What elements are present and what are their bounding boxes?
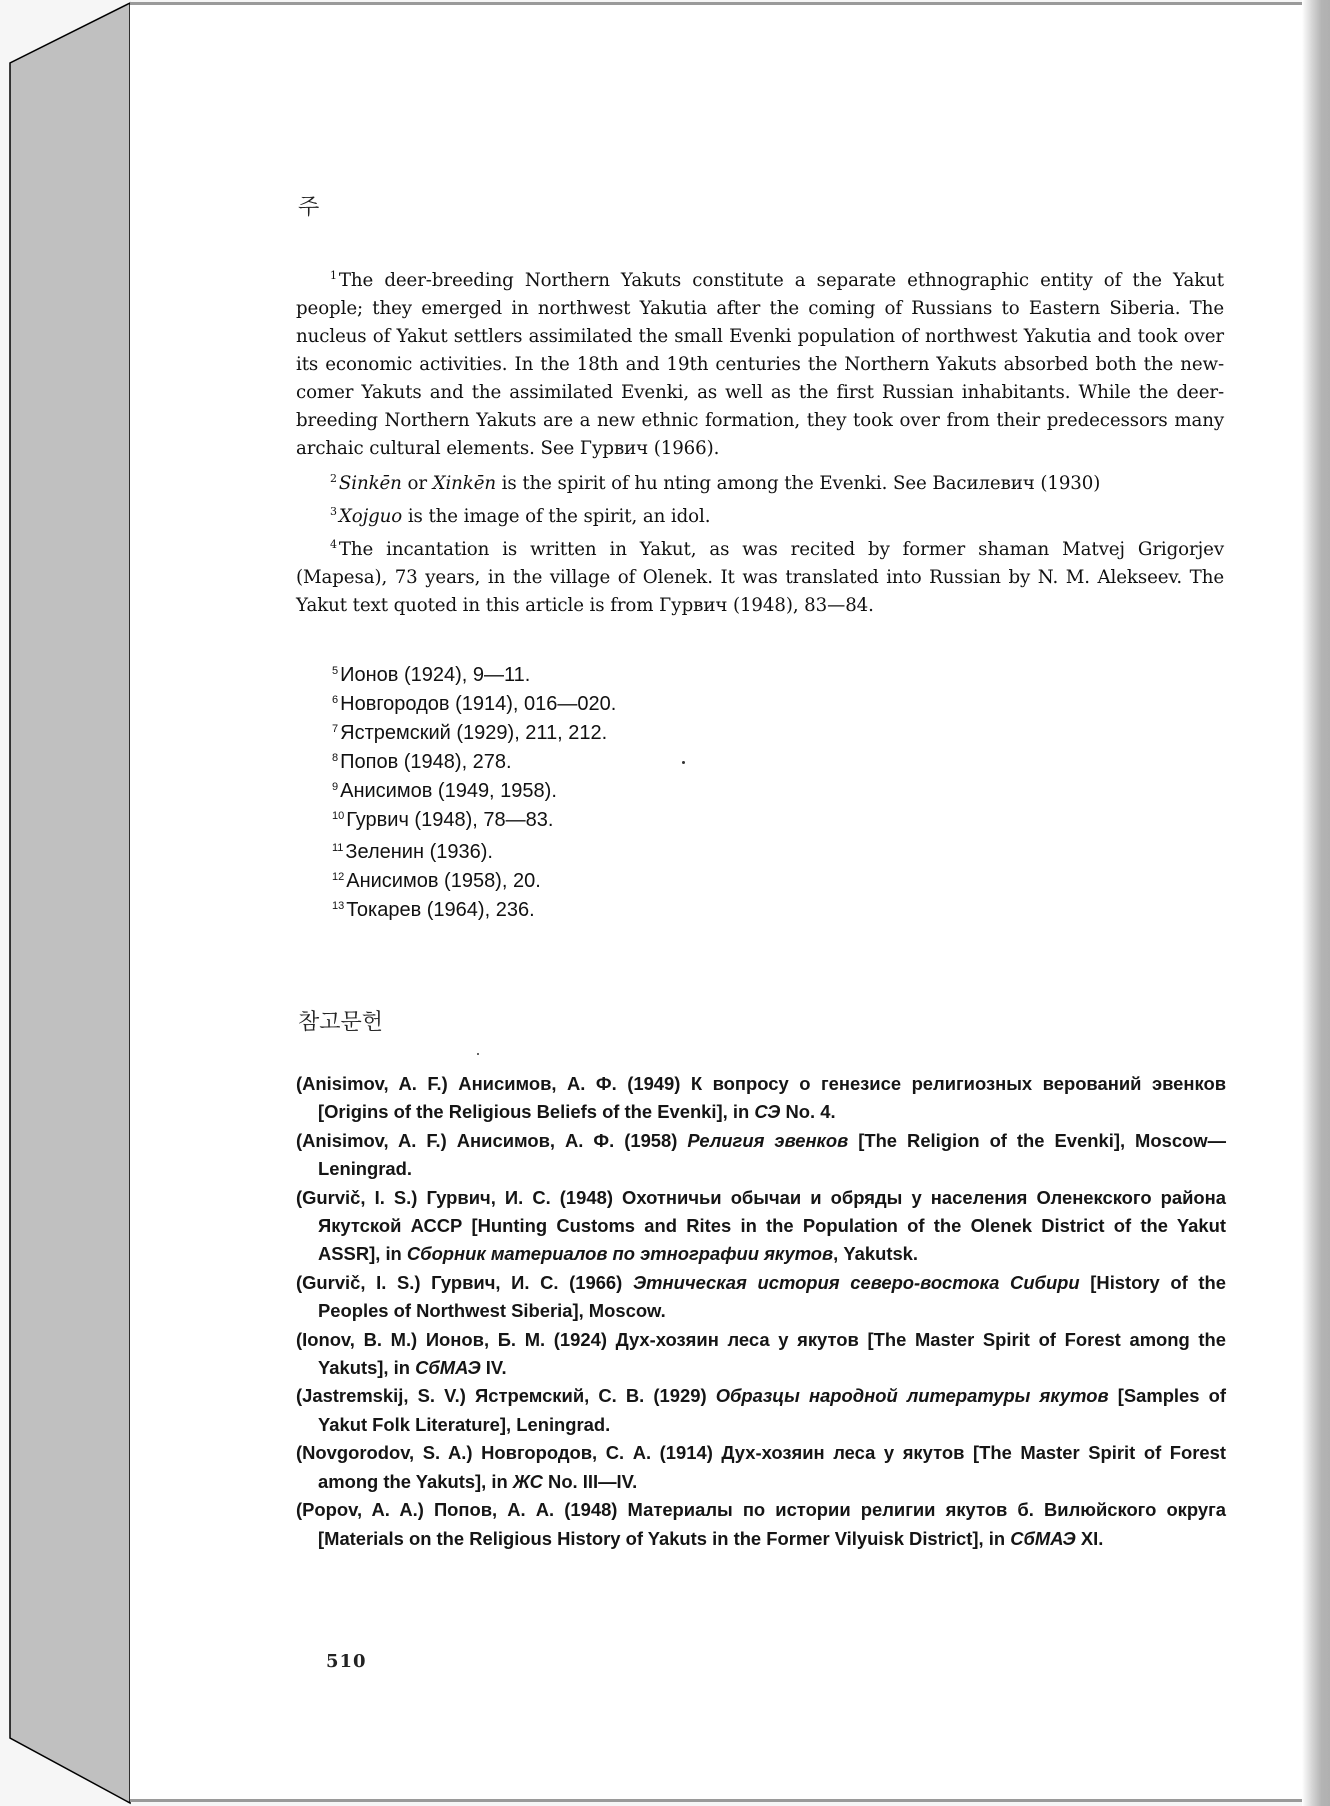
references-heading: 참고문헌 (298, 1010, 384, 1035)
reference-source: Образцы народной литературы якутов (715, 1385, 1109, 1407)
note-10 (332, 802, 932, 831)
note-number: 7 (332, 723, 339, 735)
note-4 (296, 531, 1224, 620)
note-number: 11 (332, 842, 344, 854)
note-11 (332, 834, 932, 863)
note-6 (332, 686, 932, 715)
short-notes-list (332, 657, 932, 921)
note-text: The incantation is written in Yakut, as was recited by former shaman Matvej Grigorjev (Mapesa), 73 years, in the village of Olenek. It was translated into Russian by N. M. Alekseev. The Yakut text quoted in this article is from Гурвич (1948), 83—84. (296, 539, 1224, 616)
note-7 (332, 715, 932, 744)
reference-text: IV. (480, 1357, 507, 1379)
note-text: The deer-breeding Northern Yakuts constitute a separate ethnographic entity of the Yakut people; they emerged in northwest Yakutia after the coming of Russians to Eastern Siberia. The nucleus of Yakut settlers assimilated the small Evenki population of northwest Yakutia and took over its economic activities. In the 18th and 19th centuries the Northern Yakuts absorbed both the new-comer Yakuts and the assimilated Evenki, as well as the first Russian inhabitants. While the deer-breeding Northern Yakuts are a new ethnic formation, they took over from their predecessors many archaic cultural elements. See Гурвич (1966). (296, 270, 1224, 459)
reference-item (296, 1496, 1226, 1553)
note-3 (296, 498, 1224, 531)
reference-item (296, 1070, 1226, 1127)
note-text: Токарев (1964), 236. (346, 899, 535, 921)
note-term: Sinkēn (338, 473, 402, 494)
reference-text: [History of the Peoples of Northwest Siberia], Moscow. (318, 1271, 1226, 1322)
note-text: Новгородов (1914), 016—020. (340, 693, 617, 715)
reference-text: (Gurvič, I. S.) Гурвич, И. С. (1948) Охотничьи обычаи и обряды у населения Оленекского района Якутской АССР [Hunting Customs and Rites in the Population of the Olenek District of the Yakut ASSR], in (296, 1186, 1226, 1265)
note-number: 12 (332, 871, 345, 883)
reference-text: No. III—IV. (542, 1470, 638, 1492)
reference-item (296, 1382, 1226, 1439)
reference-item (296, 1184, 1226, 1269)
note-term: Xinkēn (432, 473, 496, 494)
note-number: 9 (332, 781, 339, 793)
page-edge-shadow (1302, 0, 1330, 1806)
note-number: 8 (332, 752, 339, 764)
reference-source: Религия эвенков (687, 1129, 849, 1151)
reference-text: XI. (1075, 1527, 1104, 1549)
reference-source: Этническая история северо-востока Сибири (632, 1271, 1080, 1293)
reference-item (296, 1439, 1226, 1496)
reference-text: [The Religion of the Evenki], Moscow—Leningrad. (318, 1129, 1226, 1180)
note-number: 4 (330, 538, 337, 551)
reference-text: (Ionov, B. M.) Ионов, Б. М. (1924) Дух-хозяин леса у якутов [The Master Spirit of Forest among the Yakuts], in (296, 1328, 1226, 1379)
note-text: Анисимов (1958), 20. (346, 870, 541, 892)
page-number: 510 (326, 1651, 367, 1672)
note-12 (332, 863, 932, 892)
note-number: 3 (330, 505, 337, 518)
reference-source: СбМАЭ (415, 1357, 481, 1379)
reference-item (296, 1326, 1226, 1383)
reference-item (296, 1269, 1226, 1326)
notes-section (296, 262, 1224, 620)
note-connector: or (401, 473, 433, 494)
reference-text: (Anisimov, A. F.) Анисимов, А. Ф. (1958) (296, 1129, 688, 1151)
reference-source: Сборник материалов по этнографии якутов (406, 1243, 834, 1265)
note-text: Попов (1948), 278. (340, 751, 512, 773)
note-number: 6 (332, 694, 339, 706)
note-text: Анисимов (1949, 1958). (340, 780, 557, 802)
note-term: Xojguo (338, 506, 403, 527)
note-text: Ионов (1924), 9—11. (340, 664, 531, 686)
note-text: Ястремский (1929), 211, 212. (340, 722, 608, 744)
reference-text: (Anisimov, A. F.) Анисимов, А. Ф. (1949) К вопросу о генезисе религиозных верований эвенков [Origins of the Religious Beliefs of the Evenki], in (296, 1073, 1226, 1123)
reference-source: СЭ (754, 1101, 781, 1123)
reference-source: ЖС (512, 1470, 543, 1492)
note-1 (296, 262, 1224, 463)
note-text: Зеленин (1936). (345, 841, 493, 863)
note-9 (332, 773, 932, 802)
note-number: 13 (332, 900, 345, 912)
note-text: is the image of the spirit, an idol. (402, 506, 711, 527)
note-13 (332, 892, 932, 921)
note-text: Гурвич (1948), 78—83. (346, 809, 554, 831)
book-spine (0, 0, 132, 1806)
note-8 (332, 744, 932, 773)
reference-source: СбМАЭ (1010, 1527, 1076, 1549)
reference-item (296, 1127, 1226, 1184)
note-number: 5 (332, 665, 339, 677)
scan-speck (682, 761, 685, 764)
note-number: 1 (330, 269, 337, 282)
reference-text: (Novgorodov, S. A.) Новгородов, С. А. (1914) Дух-хозяин леса у якутов [The Master Spirit of Forest among the Yakuts], in (296, 1442, 1226, 1492)
note-5 (332, 657, 932, 686)
notes-heading: 주 (298, 195, 320, 220)
note-text: is the spirit of hu nting among the Evenki. See Василевич (1930) (496, 473, 1101, 494)
note-2 (296, 465, 1224, 498)
reference-text: (Jastremskij, S. V.) Ястремский, С. В. (1929) (296, 1385, 716, 1407)
note-number: 10 (332, 810, 345, 822)
reference-text: No. 4. (780, 1101, 836, 1123)
reference-text: (Gurvič, I. S.) Гурвич, И. С. (1966) (296, 1271, 633, 1293)
scan-speck (477, 1053, 479, 1055)
reference-text: (Popov, A. A.) Попов, А. А. (1948) Материалы по истории религии якутов б. Вилюйского округа [Materials on the Religious History of Yakuts in the Former Vilyuisk District], in (296, 1499, 1226, 1549)
references-list (296, 1070, 1226, 1553)
note-number: 2 (330, 472, 337, 485)
reference-text: [Samples of Yakut Folk Literature], Leningrad. (318, 1385, 1226, 1435)
reference-text: , Yakutsk. (833, 1243, 919, 1265)
